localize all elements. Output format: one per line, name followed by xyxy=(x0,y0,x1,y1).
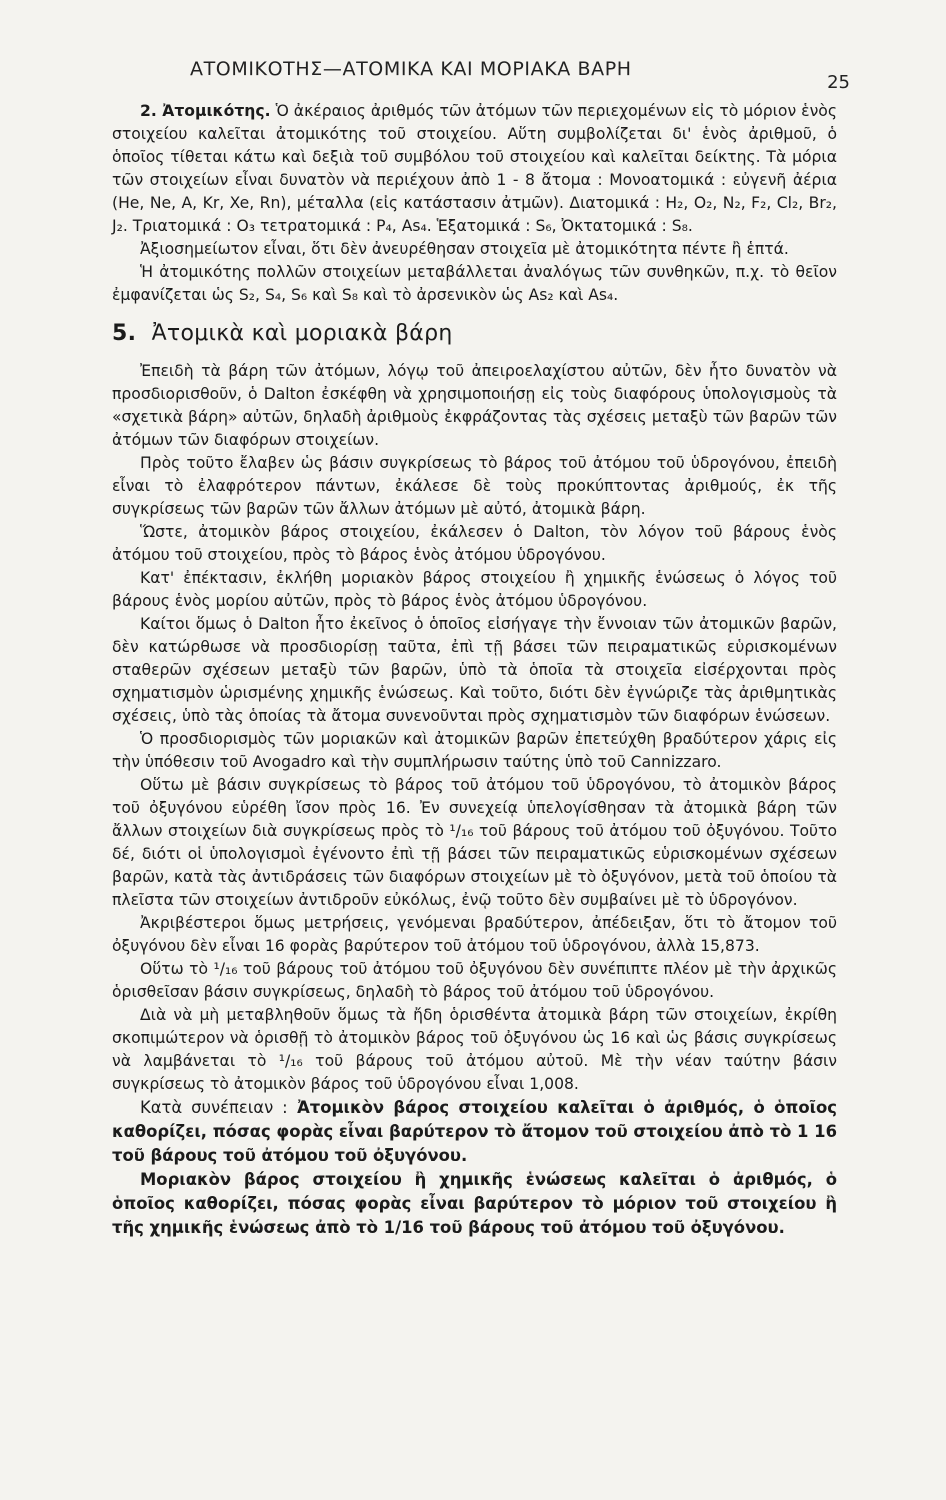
paragraph: Οὕτω τὸ ¹/₁₆ τοῦ βάρους τοῦ ἀτόμου τοῦ ὀξυγόνου δὲν συνέπιπτε πλέον μὲ τὴν ἀρχικῶς ὁρισθεῖσαν βάσιν συγκρίσεως, δηλαδὴ τὸ βάρος τοῦ ἀτόμου τοῦ ὑδρογόνου. xyxy=(112,960,837,1001)
section-2-paragraph xyxy=(112,100,837,238)
paragraph: Οὕτω μὲ βάσιν συγκρίσεως τὸ βάρος τοῦ ἀτόμου τοῦ ὑδρογόνου, τὸ ἀτομικὸν βάρος τοῦ ὀξυγόνου εὑρέθη ἴσον πρὸς 16. Ἐν συνεχείᾳ ὑπελογίσθησαν τὰ ἀτομικὰ βάρη τῶν ἄλλων στοιχείων διὰ συγκρίσεως πρὸς τὸ ¹/₁₆ τοῦ βάρους τοῦ ἀτόμου τοῦ ὀξυγόνου. Τοῦτο δέ, διότι οἱ ὑπολογισμοὶ ἐγένοντο ἐπὶ τῇ βάσει τῶν πειραματικῶς εὑρισκομένων σχέσεων βαρῶν, κατὰ τὰς ἀντιδράσεις τῶν διαφόρων στοιχείων μὲ τὸ ὀξυγόνον, μετὰ τοῦ ὁποίου τὰ πλεῖστα τῶν στοιχείων ἀντιδροῦν εὐκόλως, ἐνῷ τοῦτο δὲν συμβαίνει μὲ τὸ ὑδρογόνον. xyxy=(112,776,837,909)
running-head: ΑΤΟΜΙΚΟΤΗΣ—ΑΤΟΜΙΚΑ ΚΑΙ ΜΟΡΙΑΚΑ ΒΑΡΗ xyxy=(190,58,632,80)
definition-atomic-weight xyxy=(112,1096,837,1168)
section-5-number: 5. xyxy=(112,321,137,346)
paragraph: Ἐπειδὴ τὰ βάρη τῶν ἀτόμων, λόγῳ τοῦ ἀπειροελαχίστου αὐτῶν, δὲν ἦτο δυνατὸν νὰ προσδιορισθοῦν, ὁ Dalton ἐσκέφθη νὰ χρησιμοποιήσῃ εἰς τοὺς διαφόρους ὑπολογισμοὺς τὰ «σχετικὰ βάρη» αὐτῶν, δηλαδὴ ἀριθμοὺς ἐκφράζοντας τὰς σχέσεις μεταξὺ τῶν βαρῶν τῶν ἀτόμων τῶν διαφόρων στοιχείων. xyxy=(112,362,837,449)
section-5-title: Ἀτομικὰ καὶ μοριακὰ βάρη xyxy=(151,321,453,346)
section-2-text: Ὁ ἀκέραιος ἀριθμός τῶν ἀτόμων τῶν περιεχομένων εἰς τὸ μόριον ἑνὸς στοιχείου καλεῖται ἀτομικότης τοῦ στοιχείου. Αὕτη συμβολίζεται δι' ἑνὸς ἀριθμοῦ, ὁ ὁποῖος τίθεται κάτω καὶ δεξιὰ τοῦ συμβόλου τοῦ στοιχείου καὶ καλεῖται δείκτης. Τὰ μόρια τῶν στοιχείων εἶναι δυνατὸν νὰ περιέχουν ἀπὸ 1 - 8 ἄτομα : Μονοατομικά : εὐγενῆ ἀέρια (He, Ne, A, Kr, Xe, Rn), μέταλλα (εἰς κατάστασιν ἀτμῶν). Διατομικά : H₂, O₂, N₂, F₂, Cl₂, Br₂, J₂. Τριατομικά : O₃ τετρατομικά : P₄, As₄. Ἑξατομικά : S₆, Ὀκτατομικά : S₈. xyxy=(112,102,837,235)
page-number: 25 xyxy=(827,72,850,93)
page-content xyxy=(112,100,837,1240)
paragraph: Πρὸς τοῦτο ἔλαβεν ὡς βάσιν συγκρίσεως τὸ βάρος τοῦ ἀτόμου τοῦ ὑδρογόνου, ἐπειδὴ εἶναι τὸ ἐλαφρότερον πάντων, ἐκάλεσε δὲ τοὺς προκύπτοντας ἀριθμούς, ἐκ τῆς συγκρίσεως τῶν βαρῶν τῶν ἄλλων ἀτόμων μὲ αὐτό, ἀτομικὰ βάρη. xyxy=(112,454,837,518)
paragraph: Ὁ προσδιορισμὸς τῶν μοριακῶν καὶ ἀτομικῶν βαρῶν ἐπετεύχθη βραδύτερον χάρις εἰς τὴν ὑπόθεσιν τοῦ Avogadro καὶ τὴν συμπλήρωσιν ταύτης ὑπὸ τοῦ Cannizzaro. xyxy=(112,730,837,771)
section-2-lead: 2. Ἀτομικότης. xyxy=(140,102,271,120)
paragraph: Κατ' ἐπέκτασιν, ἐκλήθη μοριακὸν βάρος στοιχείου ἢ χημικῆς ἑνώσεως ὁ λόγος τοῦ βάρους ἑνὸς μορίου αὐτῶν, πρὸς τὸ βάρος ἑνὸς ἀτόμου ὑδρογόνου. xyxy=(112,569,837,610)
paragraph: Ὥστε, ἀτομικὸν βάρος στοιχείου, ἐκάλεσεν ὁ Dalton, τὸν λόγον τοῦ βάρους ἑνὸς ἀτόμου τοῦ στοιχείου, πρὸς τὸ βάρος ἑνὸς ἀτόμου ὑδρογόνου. xyxy=(112,523,837,564)
paragraph-note: Ἀξιοσημείωτον εἶναι, ὅτι δὲν ἀνευρέθησαν στοιχεῖα μὲ ἀτομικότητα πέντε ἢ ἑπτά. xyxy=(140,240,789,258)
paragraph: Καίτοι ὅμως ὁ Dalton ἦτο ἐκεῖνος ὁ ὁποῖος εἰσήγαγε τὴν ἔννοιαν τῶν ἀτομικῶν βαρῶν, δὲν κατώρθωσε νὰ προσδιορίσῃ ταῦτα, ἐπὶ τῇ βάσει τῶν πειραματικῶς εὑρισκομένων σταθερῶν σχέσεων μεταξὺ τῶν βαρῶν, ὑπὸ τὰ ὁποῖα τὰ στοιχεῖα εἰσέρχονται πρὸς σχηματισμὸν ὡρισμένης χημικῆς ἑνώσεως. Καὶ τοῦτο, διότι δὲν ἐγνώριζε τὰς ἀριθμητικὰς σχέσεις, ὑπὸ τὰς ὁποίας τὰ ἄτομα συνενοῦνται πρὸς σχηματισμὸν τῶν διαφόρων ἑνώσεων. xyxy=(112,615,837,725)
paragraph: Ἀκριβέστεροι ὅμως μετρήσεις, γενόμεναι βραδύτερον, ἀπέδειξαν, ὅτι τὸ ἄτομον τοῦ ὀξυγόνου δὲν εἶναι 16 φορὰς βαρύτερον τοῦ ἀτόμου τοῦ ὑδρογόνου, ἀλλὰ 15,873. xyxy=(112,914,837,955)
conclusion-intro: Κατὰ συνέπειαν : xyxy=(140,1098,288,1117)
paragraph-variability: Ἡ ἀτομικότης πολλῶν στοιχείων μεταβάλλεται ἀναλόγως τῶν συνθηκῶν, π.χ. τὸ θεῖον ἐμφανίζεται ὡς S₂, S₄, S₆ καὶ S₈ καὶ τὸ ἀρσενικὸν ὡς As₂ καὶ As₄. xyxy=(112,263,837,304)
definition-molecular-weight: Μοριακὸν βάρος στοιχείου ἢ χημικῆς ἑνώσεως καλεῖται ὁ ἀριθμός, ὁ ὁποῖος καθορίζει, πόσας φορὰς εἶναι βαρύτερον τὸ μόριον τοῦ στοιχείου ἢ τῆς χημικῆς ἑνώσεως ἀπὸ τὸ 1/16 τοῦ βάρους τοῦ ἀτόμου τοῦ ὀξυγόνου. xyxy=(112,1170,837,1237)
paragraph: Διὰ νὰ μὴ μεταβληθοῦν ὅμως τὰ ἤδη ὁρισθέντα ἀτομικὰ βάρη τῶν στοιχείων, ἐκρίθη σκοπιμώτερον νὰ ὁρισθῇ τὸ ἀτομικὸν βάρος τοῦ ὀξυγόνου ὡς 16 καὶ ὡς βάσις συγκρίσεως νὰ λαμβάνεται τὸ ¹/₁₆ τοῦ βάρους τοῦ ἀτόμου αὐτοῦ. Μὲ τὴν νέαν ταύτην βάσιν συγκρίσεως τὸ ἀτομικὸν βάρος τοῦ ὑδρογόνου εἶναι 1,008. xyxy=(112,1006,837,1093)
section-5-heading xyxy=(112,321,837,346)
definition-atomic-text: Ἀτομικὸν βάρος στοιχείου καλεῖται ὁ ἀριθμός, ὁ ὁποῖος καθορίζει, πόσας φορὰς εἶναι βαρύτερον τὸ ἄτομον τοῦ στοιχείου ἀπὸ τὸ 1 16 τοῦ βάρους τοῦ ἀτόμου τοῦ ὀξυγόνου. xyxy=(112,1098,837,1165)
